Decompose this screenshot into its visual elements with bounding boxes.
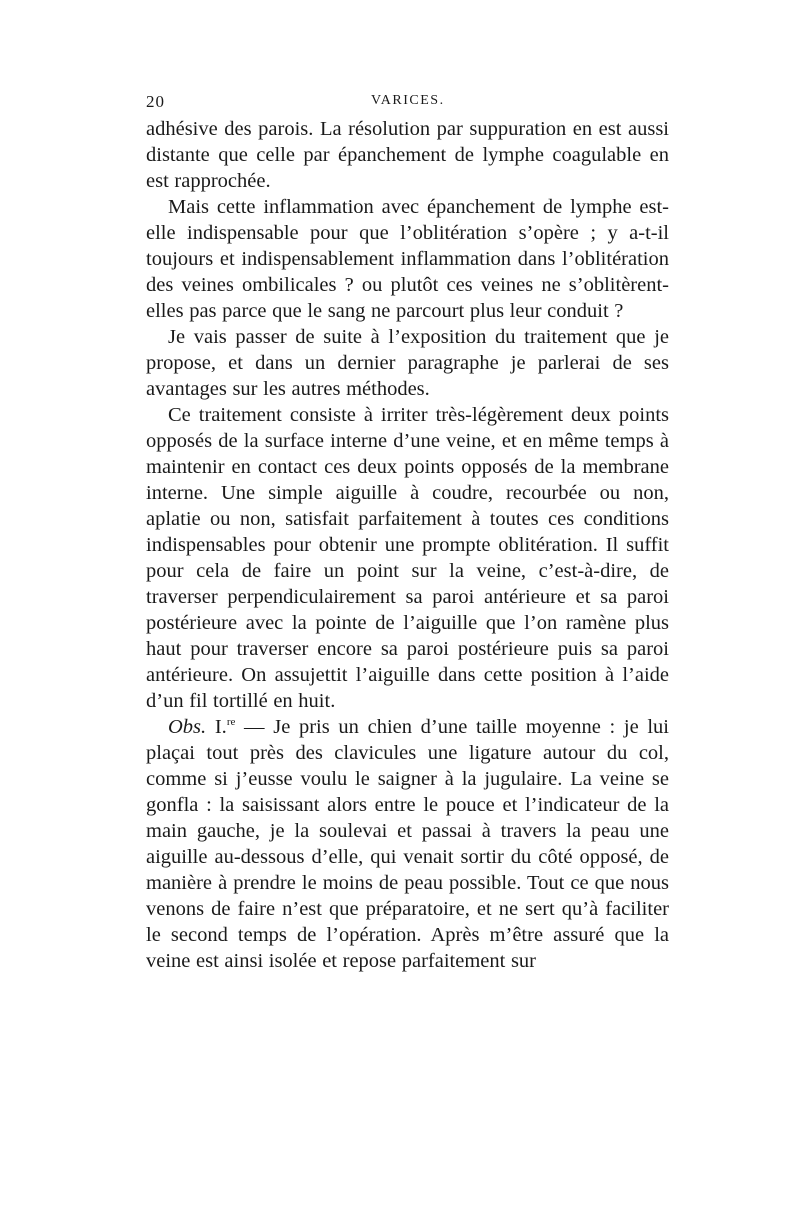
body-text <box>146 116 669 974</box>
paragraph-inflammation-question: Mais cette inflammation avec épanchement de lymphe est-elle indispensable pour que l’oblitération s’opère ; y a-t-il toujours et indispensablement inflammation dans l’oblitération des veines ombilicales ? ou plutôt ces veines ne s’oblitèrent-elles pas parce que le sang ne parcourt plus leur conduit ? <box>146 196 669 322</box>
observation-text: — Je pris un chien d’une taille moyenne : je lui plaçai tout près des clavicules une ligature autour du col, comme si j’eusse voulu le saigner à la jugulaire. La veine se gonfla : la saisissant alors entre le pouce et l’indicateur de la main gauche, je la soulevai et passai à travers la peau une aiguille au-dessous d’elle, qui venait sortir du côté opposé, de manière à prendre le moins de peau possible. Tout ce que nous venons de faire n’est que préparatoire, et ne sert qu’à faciliter le second temps de l’opération. Après m’être assuré que la veine est ainsi isolée et repose parfaitement sur <box>146 716 670 972</box>
paragraph-treatment-description: Ce traitement consiste à irriter très-légèrement deux points opposés de la surface interne d’une veine, et en même temps à maintenir en contact ces deux points opposés de la membrane interne. Une simple aiguille à coudre, recourbée ou non, aplatie ou non, satisfait parfaitement à toutes ces conditions indispensables pour obtenir une prompte oblitération. Il suffit pour cela de faire un point sur la veine, c’est-à-dire, de traverser perpendiculairement sa paroi antérieure et sa paroi postérieure avec la pointe de l’aiguille que l’on ramène plus haut pour traverser encore sa paroi postérieure puis sa paroi antérieure. On assujettit l’aiguille dans cette position à l’aide d’un fil tortillé en huit. <box>146 404 669 712</box>
observation-label: Obs. <box>168 716 207 738</box>
running-title: VARICES. <box>371 93 445 108</box>
page-number: 20 <box>146 92 165 111</box>
book-page <box>146 92 669 974</box>
paragraph-observation-1 <box>146 714 669 974</box>
paragraph-continuation: adhésive des parois. La résolution par suppuration en est aussi distante que celle par épanchement de lymphe coagulable en est rapprochée. <box>146 118 669 192</box>
observation-number: I. <box>214 716 227 738</box>
running-head <box>146 92 669 116</box>
observation-superscript: re <box>226 716 236 729</box>
paragraph-treatment-intro: Je vais passer de suite à l’exposition du traitement que je propose, et dans un dernier paragraphe je parlerai de ses avantages sur les autres méthodes. <box>146 326 669 400</box>
